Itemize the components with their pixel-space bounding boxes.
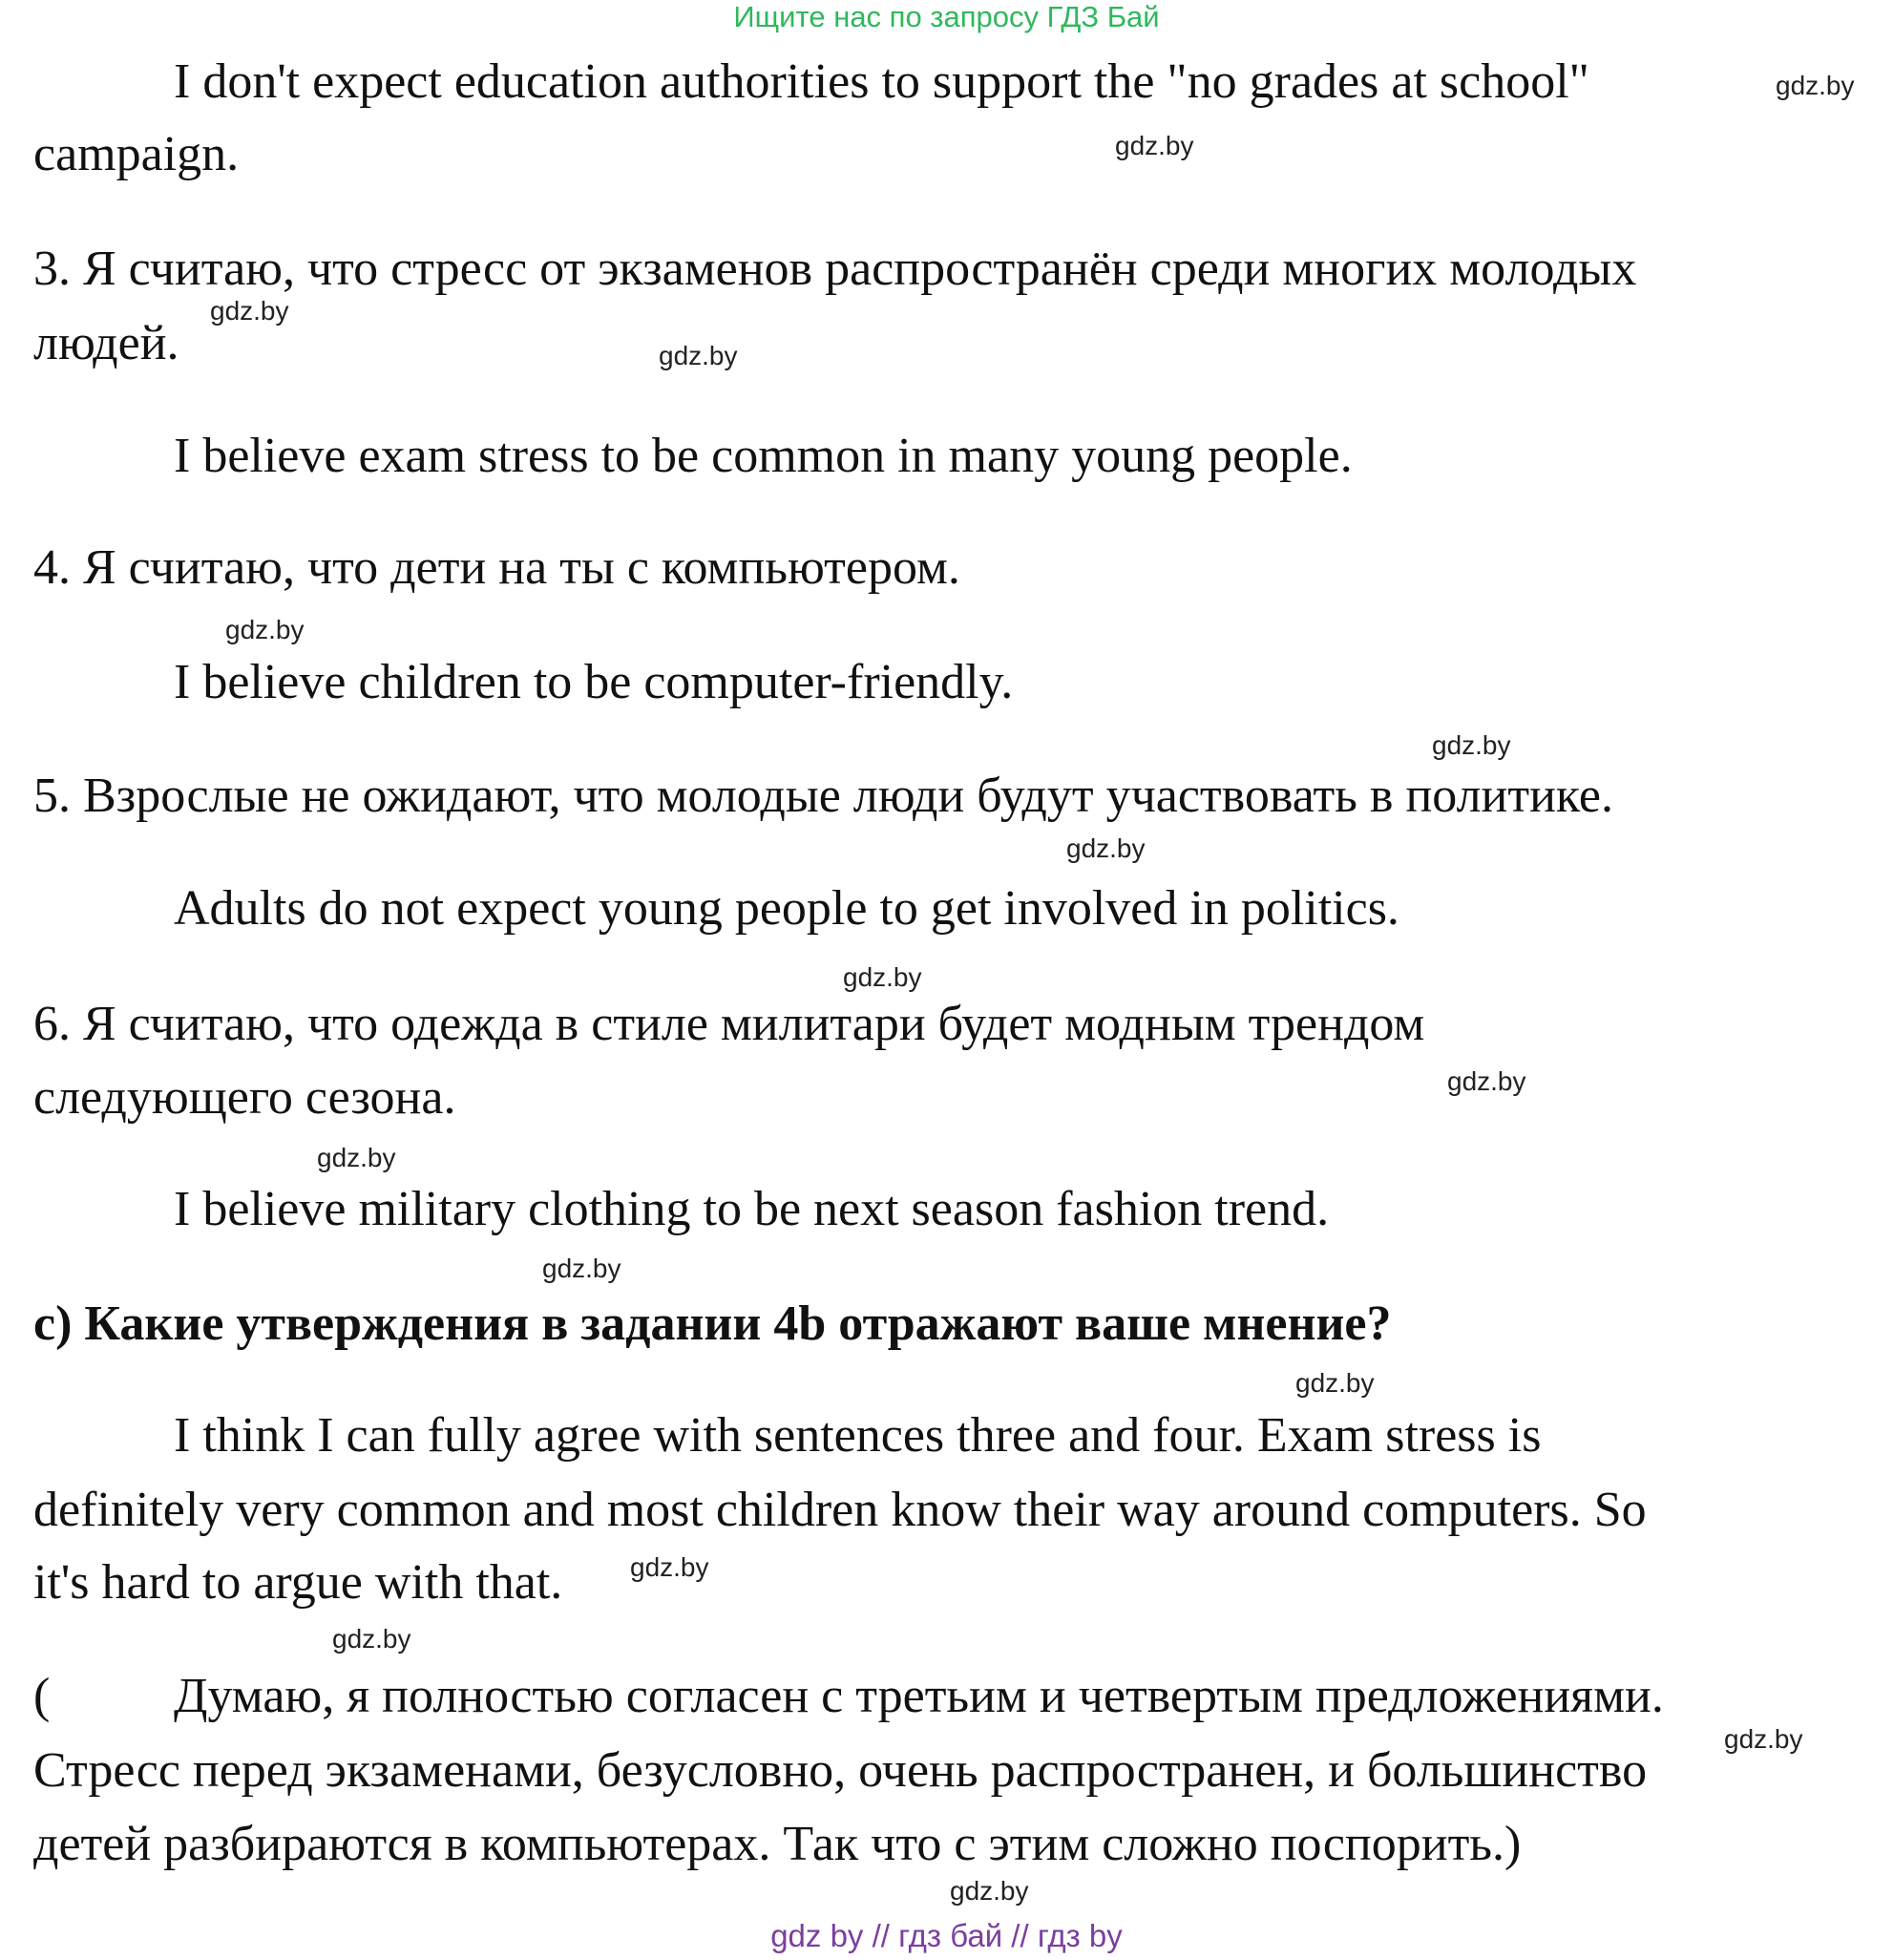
watermark: gdz.by xyxy=(630,1552,709,1582)
item6-ru-line1: 6. Я считаю, что одежда в стиле милитари будет модным трендом xyxy=(33,997,1425,1051)
watermark: gdz.by xyxy=(332,1624,411,1654)
item3-ru-line1: 3. Я считаю, что стресс от экзаменов распространён среди многих молодых xyxy=(33,242,1637,296)
item3-en: I believe exam stress to be common in many young people. xyxy=(174,429,1353,483)
item3-ru-line2: людей. xyxy=(33,316,179,370)
answer-en-line1: I think I can fully agree with sentences three and four. Exam stress is xyxy=(174,1408,1542,1463)
watermark: gdz.by xyxy=(659,341,738,370)
watermark: gdz.by xyxy=(843,962,922,992)
item2-en-line2: campaign. xyxy=(33,127,240,181)
answer-en-line2: definitely very common and most children know their way around computers. So xyxy=(33,1483,1647,1537)
watermark: gdz.by xyxy=(225,615,305,644)
watermark: gdz.by xyxy=(1724,1724,1803,1754)
watermark: gdz.by xyxy=(1432,730,1511,760)
item6-en: I believe military clothing to be next season fashion trend. xyxy=(174,1182,1330,1236)
item4-en: I believe children to be computer-friendly. xyxy=(174,655,1014,709)
watermark: gdz.by xyxy=(1776,71,1855,100)
watermark: gdz.by xyxy=(1115,131,1194,160)
item2-en-line1: I don't expect education authorities to support the "no grades at school" xyxy=(174,54,1589,109)
watermark: gdz.by xyxy=(542,1254,621,1283)
item6-ru-line2: следующего сезона. xyxy=(33,1070,456,1125)
footer-links[interactable]: gdz by // гдз бай // гдз by xyxy=(770,1918,1123,1953)
answer-ru-line1: Думаю, я полностью согласен с третьим и четвертым предложениями. xyxy=(174,1669,1664,1723)
watermark: gdz.by xyxy=(1066,833,1146,863)
watermark: gdz.by xyxy=(210,296,289,326)
item5-ru: 5. Взрослые не ожидают, что молодые люди будут участвовать в политике. xyxy=(33,769,1613,823)
answer-ru-paren: ( xyxy=(33,1669,51,1723)
watermark: gdz.by xyxy=(950,1876,1029,1906)
answer-ru-line3: детей разбираются в компьютерах. Так что с этим сложно поспорить.) xyxy=(33,1817,1522,1871)
watermark: gdz.by xyxy=(1295,1368,1375,1398)
answer-ru-line2: Стресс перед экзаменами, безусловно, очень распространен, и большинство xyxy=(33,1743,1648,1798)
search-hint-banner: Ищите нас по запросу ГДЗ Бай xyxy=(733,0,1160,33)
item4-ru: 4. Я считаю, что дети на ты с компьютером. xyxy=(33,540,960,595)
watermark: gdz.by xyxy=(1447,1066,1526,1096)
watermark: gdz.by xyxy=(317,1143,396,1172)
task-c-heading: c) Какие утверждения в задании 4b отражают ваше мнение? xyxy=(33,1296,1392,1351)
answer-en-line3: it's hard to argue with that. xyxy=(33,1555,563,1610)
item5-en: Adults do not expect young people to get involved in politics. xyxy=(174,881,1399,936)
